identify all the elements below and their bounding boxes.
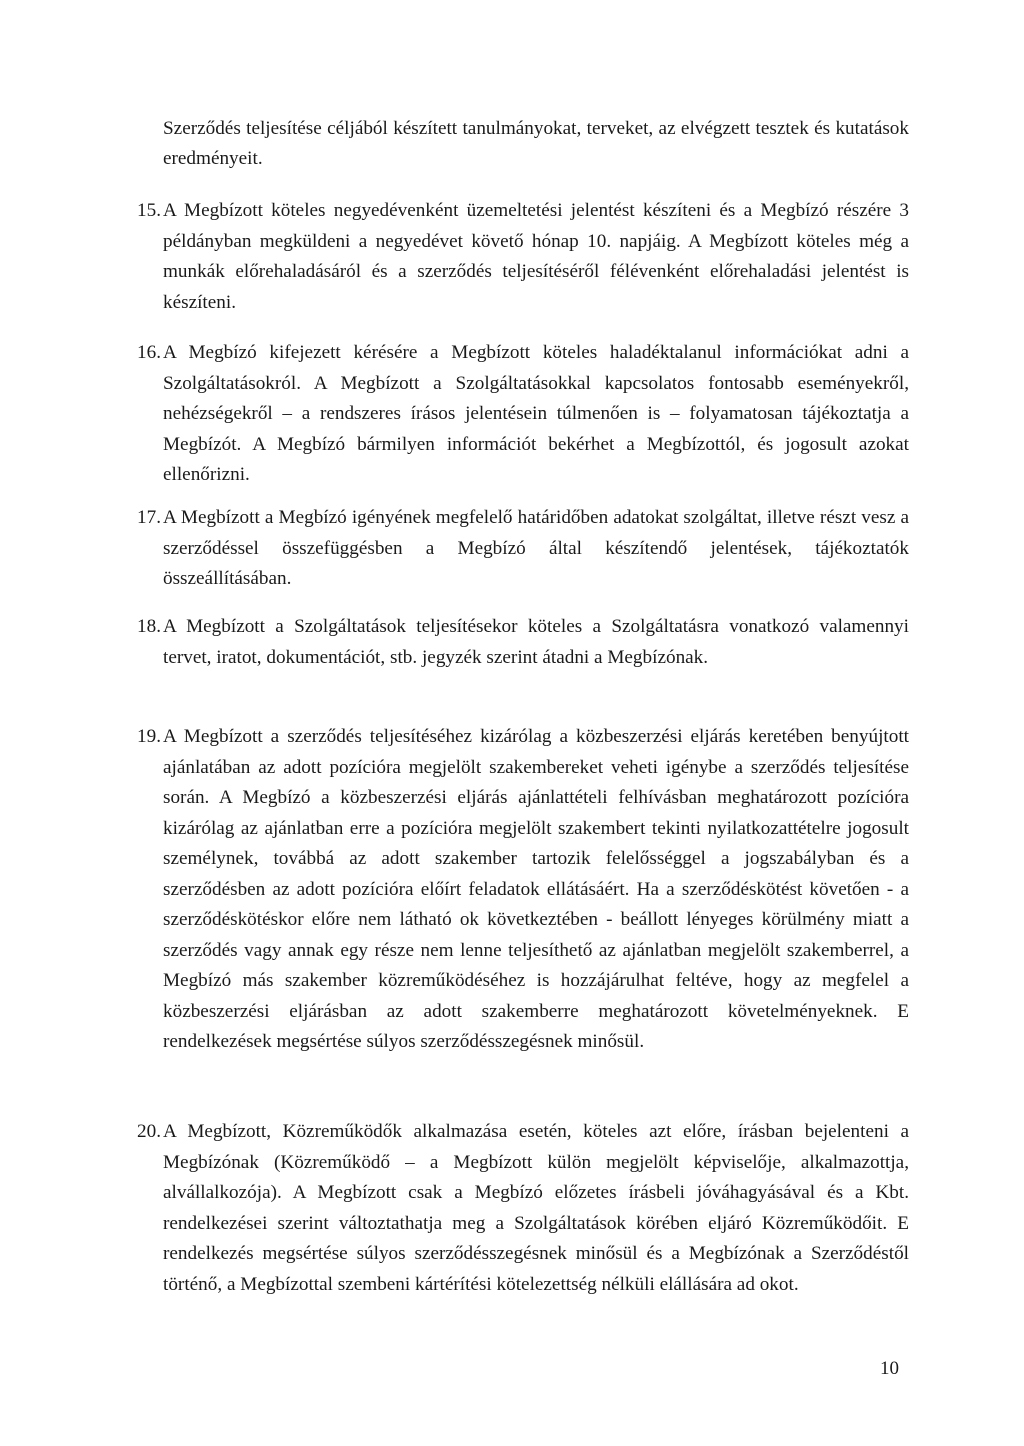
item-text: A Megbízott köteles negyedévenként üzemeltetési jelentést készíteni és a Megbízó részére 3 példányban megküldeni a negyedévet követő hónap 10. napjáig. A Megbízott köteles még a munkák előrehaladásáról és a szerződés teljesítéséről félévenként előrehaladási jelentést is készíteni. <box>163 200 909 313</box>
item-number: 18. <box>137 616 161 637</box>
list-item-20 <box>125 1117 909 1300</box>
item-text: A Megbízott a Szolgáltatások teljesítésekor köteles a Szolgáltatásra vonatkozó valamennyi tervet, iratot, dokumentációt, stb. jegyzék szerint átadni a Megbízónak. <box>163 616 909 668</box>
item-text: A Megbízó kifejezett kérésére a Megbízott köteles haladéktalanul információkat adni a Szolgáltatásokról. A Megbízott a Szolgáltatásokkal kapcsolatos fontosabb eseményekről, nehézségekről – a rendszeres írásos jelentésein túlmenően is – folyamatosan tájékoztatja a Megbízót. A Megbízó bármilyen információt bekérhet a Megbízottól, és jogosult azokat ellenőrizni. <box>163 342 909 485</box>
list-item-15 <box>125 196 909 318</box>
intro-paragraph: Szerződés teljesítése céljából készített tanulmányokat, terveket, az elvégzett tesztek és kutatások eredményeit. <box>163 118 909 169</box>
item-number: 19. <box>137 726 161 747</box>
item-number: 20. <box>137 1121 161 1142</box>
list-item-17 <box>125 503 909 595</box>
list-item-19 <box>125 722 909 1058</box>
item-text: A Megbízott a szerződés teljesítéséhez kizárólag a közbeszerzési eljárás keretében benyújtott ajánlatában az adott pozícióra megjelölt szakembereket veheti igénybe a szerződés teljesítése során. A Megbízó a közbeszerzési eljárás ajánlattételi felhívásban meghatározott pozícióra kizárólag az ajánlatban erre a pozícióra megjelölt szakembert tekinti nyilatkozattételre jogosult személynek, továbbá az adott szakember tartozik felelősséggel a jogszabályban és a szerződésben az adott pozícióra előírt feladatok ellátásáért. Ha a szerződéskötést követően - a szerződéskötéskor előre nem látható ok következtében - beállott lényeges körülmény miatt a szerződés vagy annak egy része nem lenne teljesíthető az ajánlatban megjelölt szakemberrel, a Megbízó más szakember közreműködéséhez is hozzájárulhat feltéve, hogy az megfelel a közbeszerzési eljárásban az adott szakemberre meghatározott követelményeknek. E rendelkezések megsértése súlyos szerződésszegésnek minősül. <box>163 726 909 1052</box>
item-number: 16. <box>137 342 161 363</box>
item-text: A Megbízott, Közreműködők alkalmazása esetén, köteles azt előre, írásban bejelenteni a Megbízónak (Közreműködő – a Megbízott külön megjelölt képviselője, alkalmazottja, alvállalkozója). A Megbízott csak a Megbízó előzetes írásbeli jóváhagyásával és a Kbt. rendelkezései szerint változtathatja meg a Szolgáltatások körében eljáró Közreműködőit. E rendelkezés megsértése súlyos szerződésszegésnek minősül és a Megbízónak a Szerződéstől történő, a Megbízottal szembeni kártérítési kötelezettség nélküli elállására ad okot. <box>163 1121 909 1295</box>
list-item-16 <box>125 338 909 491</box>
item-number: 15. <box>137 200 161 221</box>
list-item-18 <box>125 612 909 673</box>
page-number: 10 <box>880 1358 899 1379</box>
item-text: A Megbízott a Megbízó igényének megfelelő határidőben adatokat szolgáltat, illetve részt vesz a szerződéssel összefüggésben a Megbízó által készítendő jelentések, tájékoztatók összeállításában. <box>163 507 909 589</box>
item-number: 17. <box>137 507 161 528</box>
